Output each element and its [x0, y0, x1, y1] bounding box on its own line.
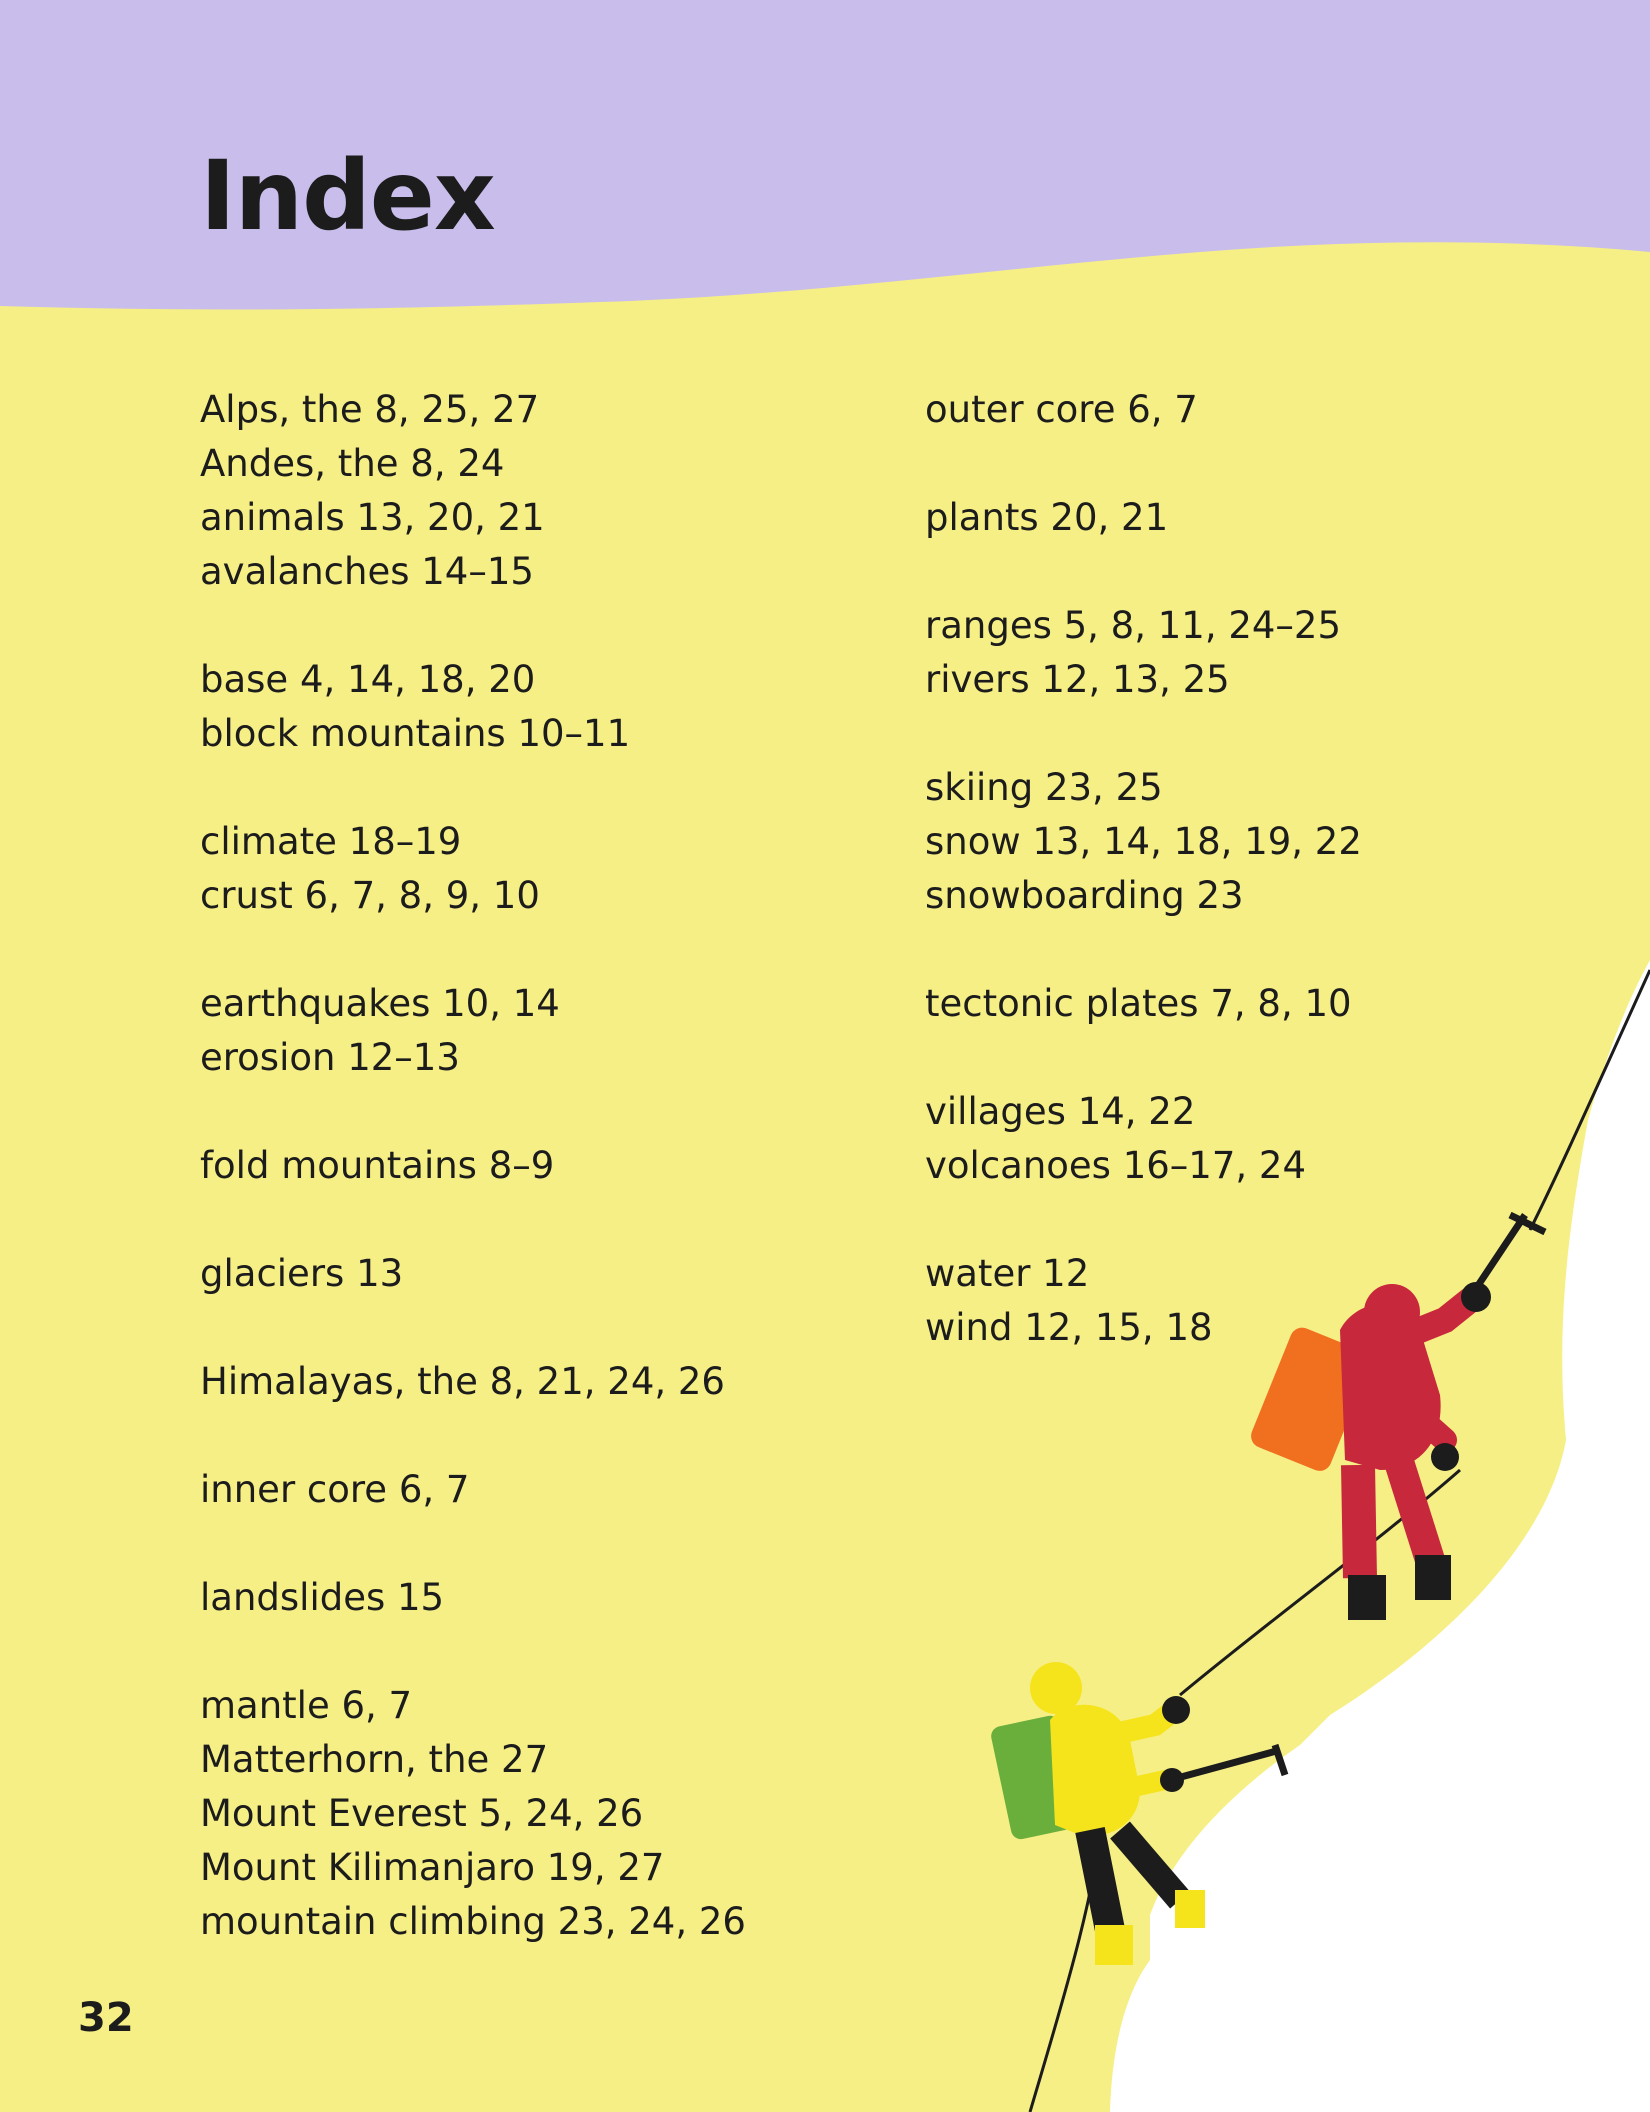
index-entry: mantle 6, 7	[200, 1684, 413, 1727]
index-group	[200, 1463, 746, 1517]
index-group	[925, 599, 1362, 707]
index-column-right	[925, 383, 1362, 1409]
index-entry: base 4, 14, 18, 20	[200, 658, 536, 701]
page-number: 32	[78, 1995, 134, 2041]
index-entry: Mount Everest 5, 24, 26	[200, 1792, 644, 1835]
index-entry: ranges 5, 8, 11, 24–25	[925, 604, 1342, 647]
index-entry: snowboarding 23	[925, 874, 1244, 917]
index-entry: glaciers 13	[200, 1252, 404, 1295]
index-group	[925, 977, 1362, 1031]
page-title: Index	[200, 140, 495, 252]
index-entry: water 12	[925, 1252, 1090, 1295]
index-entry: crust 6, 7, 8, 9, 10	[200, 874, 540, 917]
index-entry: mountain climbing 23, 24, 26	[200, 1900, 746, 1943]
index-group	[925, 761, 1362, 923]
index-entry: volcanoes 16–17, 24	[925, 1144, 1306, 1187]
index-entry: block mountains 10–11	[200, 712, 631, 755]
index-entry: skiing 23, 25	[925, 766, 1163, 809]
index-entry: fold mountains 8–9	[200, 1144, 555, 1187]
index-entry: Andes, the 8, 24	[200, 442, 505, 485]
index-entry: climate 18–19	[200, 820, 462, 863]
index-column-left	[200, 383, 746, 2003]
index-group	[200, 1247, 746, 1301]
index-group	[925, 491, 1362, 545]
index-group	[925, 1085, 1362, 1193]
index-group	[200, 653, 746, 761]
index-group	[200, 1355, 746, 1409]
index-entry: earthquakes 10, 14	[200, 982, 560, 1025]
index-entry: avalanches 14–15	[200, 550, 534, 593]
index-group	[925, 383, 1362, 437]
index-entry: erosion 12–13	[200, 1036, 460, 1079]
index-entry: tectonic plates 7, 8, 10	[925, 982, 1352, 1025]
index-entry: landslides 15	[200, 1576, 445, 1619]
index-group	[200, 1571, 746, 1625]
index-group	[925, 1247, 1362, 1355]
index-group	[200, 977, 746, 1085]
index-group	[200, 383, 746, 599]
index-group	[200, 1139, 746, 1193]
index-group	[200, 1679, 746, 1949]
index-entry: Mount Kilimanjaro 19, 27	[200, 1846, 665, 1889]
index-group	[200, 815, 746, 923]
index-entry: inner core 6, 7	[200, 1468, 470, 1511]
index-entry: Alps, the 8, 25, 27	[200, 388, 540, 431]
index-entry: Himalayas, the 8, 21, 24, 26	[200, 1360, 725, 1403]
index-entry: snow 13, 14, 18, 19, 22	[925, 820, 1362, 863]
index-entry: rivers 12, 13, 25	[925, 658, 1230, 701]
index-entry: Matterhorn, the 27	[200, 1738, 549, 1781]
index-entry: outer core 6, 7	[925, 388, 1198, 431]
index-entry: plants 20, 21	[925, 496, 1169, 539]
index-entry: villages 14, 22	[925, 1090, 1196, 1133]
index-entry: wind 12, 15, 18	[925, 1306, 1213, 1349]
index-entry: animals 13, 20, 21	[200, 496, 545, 539]
